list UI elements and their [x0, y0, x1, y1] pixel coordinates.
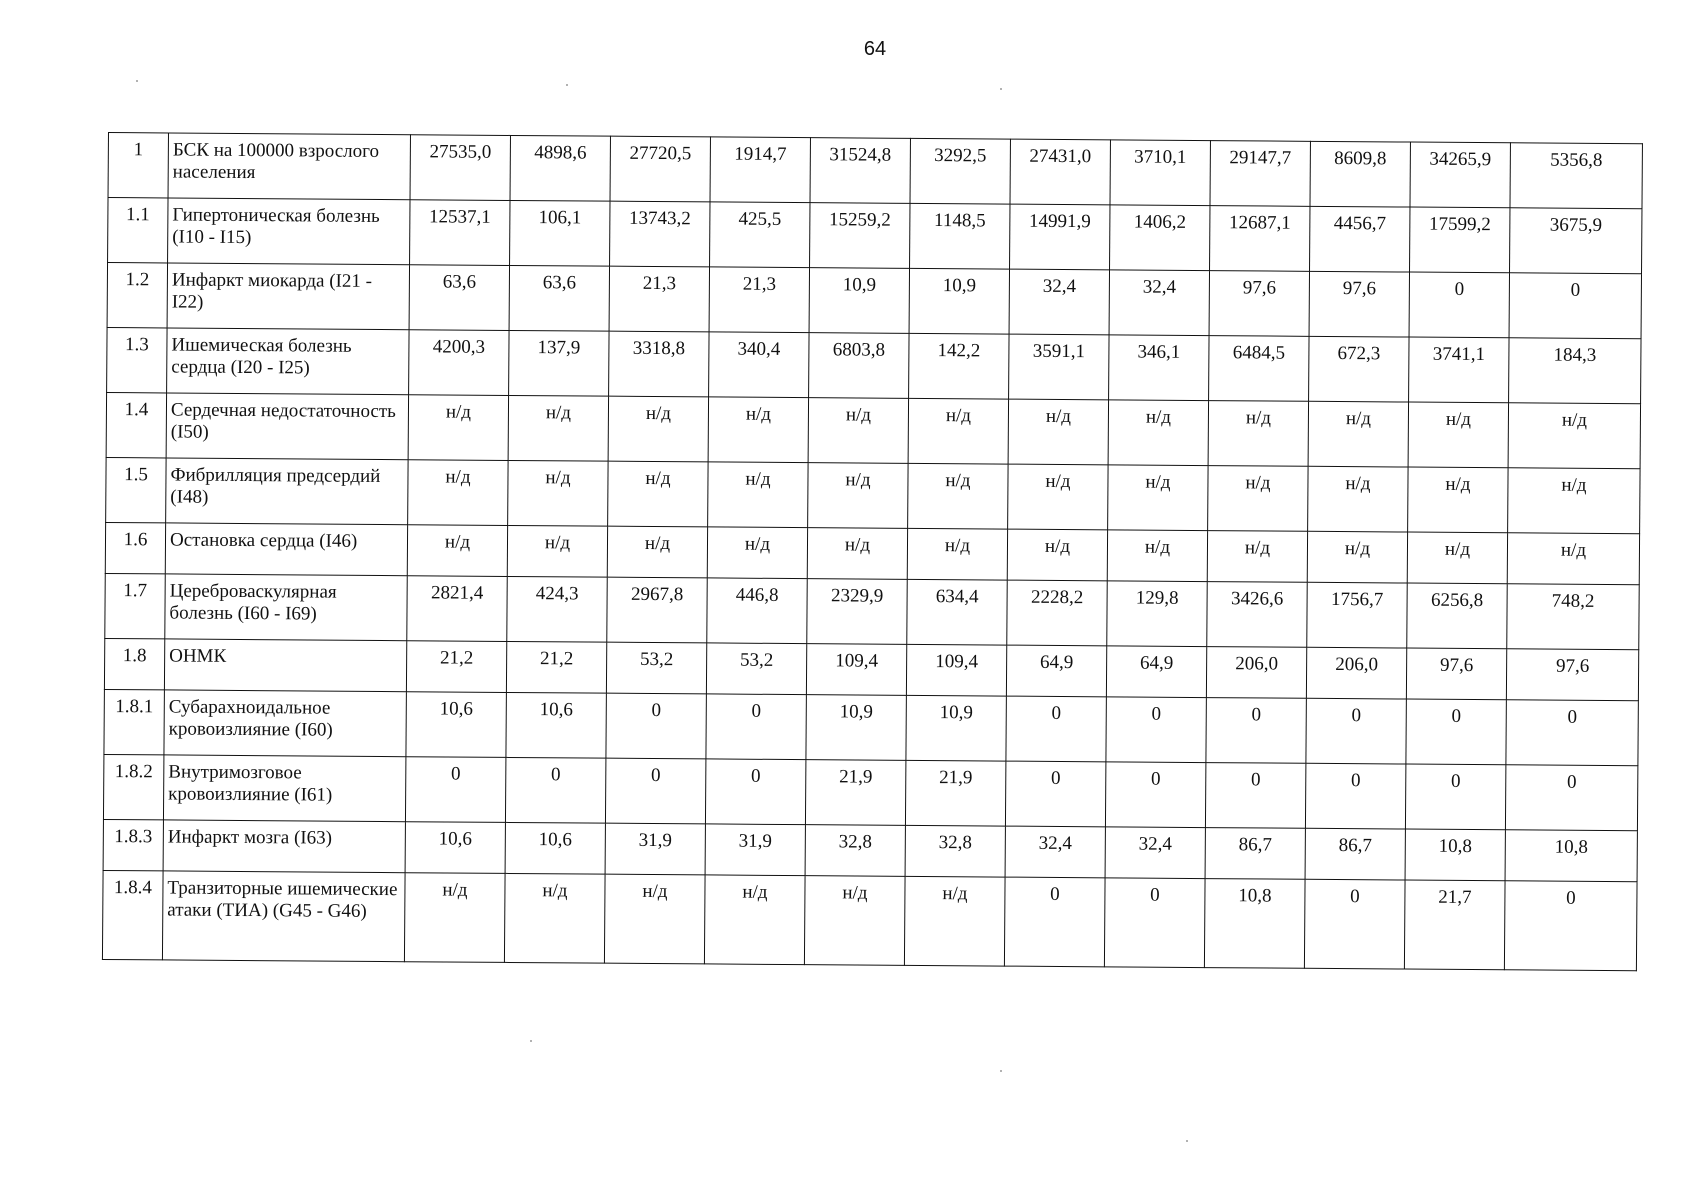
value-cell: н/д [608, 396, 708, 462]
value-cell: 13743,2 [610, 201, 710, 267]
value-cell: 10,9 [906, 695, 1006, 761]
value-cell: н/д [407, 525, 507, 577]
value-cell: 27535,0 [410, 135, 510, 201]
value-cell: 32,8 [805, 825, 905, 877]
value-cell: 3710,1 [1110, 140, 1210, 206]
value-cell: 32,4 [1009, 269, 1109, 335]
value-cell: 0 [1004, 877, 1105, 967]
row-number: 1.5 [106, 457, 166, 522]
value-cell: 53,2 [706, 643, 806, 695]
table-row [103, 754, 1637, 830]
value-cell: 1406,2 [1110, 205, 1210, 271]
value-cell: 10,8 [1405, 829, 1505, 881]
value-cell: н/д [1407, 532, 1507, 584]
indicator-name: Инфаркт мозга (I63) [163, 820, 405, 873]
value-cell: 97,6 [1406, 648, 1506, 700]
value-cell: 53,2 [606, 642, 706, 694]
value-cell: 12537,1 [410, 200, 510, 266]
value-cell: 3292,5 [910, 138, 1010, 204]
value-cell: 0 [1005, 761, 1105, 827]
value-cell: 21,2 [406, 641, 506, 693]
value-cell: 10,6 [406, 692, 506, 758]
row-number: 1.8.1 [104, 689, 164, 754]
value-cell: н/д [1208, 401, 1308, 467]
value-cell: 14991,9 [1010, 204, 1110, 270]
value-cell: н/д [1408, 467, 1508, 533]
indicator-name: БСК на 100000 взрослого населения [168, 133, 410, 200]
indicator-name: Внутримозговое кровоизлияние (I61) [163, 755, 405, 822]
value-cell: н/д [1208, 466, 1308, 532]
row-number: 1.2 [107, 263, 167, 328]
value-cell: 21,9 [905, 760, 1005, 826]
scan-speck [1186, 1140, 1188, 1142]
value-cell: 1148,5 [910, 203, 1010, 269]
value-cell: н/д [904, 876, 1005, 966]
row-number: 1.8.2 [103, 754, 163, 819]
value-cell: 32,4 [1109, 270, 1209, 336]
value-cell: 32,4 [1005, 826, 1105, 878]
value-cell: 3675,9 [1510, 208, 1642, 274]
value-cell: 31524,8 [810, 138, 910, 204]
value-cell: н/д [1308, 466, 1408, 532]
value-cell: 109,4 [906, 644, 1006, 696]
value-cell: 32,8 [905, 825, 1005, 877]
value-cell: 63,6 [409, 265, 509, 331]
value-cell: н/д [807, 528, 907, 580]
row-number: 1.4 [106, 392, 166, 457]
value-cell: 206,0 [1206, 647, 1306, 699]
value-cell: 0 [1006, 696, 1106, 762]
value-cell: 672,3 [1309, 336, 1409, 402]
value-cell: н/д [608, 461, 708, 527]
value-cell: 0 [606, 693, 706, 759]
value-cell: 10,6 [405, 822, 505, 874]
value-cell: н/д [507, 525, 607, 577]
value-cell: 0 [1104, 878, 1205, 968]
value-cell: 27720,5 [610, 136, 710, 202]
indicator-name: Остановка сердца (I46) [165, 523, 407, 576]
value-cell: 346,1 [1109, 335, 1209, 401]
value-cell: 425,5 [710, 202, 810, 268]
statistics-table [102, 132, 1643, 971]
table-sheet [102, 132, 1643, 971]
value-cell: 0 [1105, 762, 1205, 828]
value-cell: 6803,8 [809, 333, 909, 399]
value-cell: н/д [908, 463, 1008, 529]
value-cell: н/д [808, 398, 908, 464]
value-cell: н/д [1108, 465, 1208, 531]
value-cell: н/д [708, 397, 808, 463]
value-cell: 15259,2 [810, 203, 910, 269]
value-cell: 0 [1306, 698, 1406, 764]
value-cell: н/д [1008, 399, 1108, 465]
value-cell: 21,2 [506, 641, 606, 693]
value-cell: 0 [1206, 698, 1306, 764]
scan-speck [1000, 88, 1002, 90]
table-body [102, 133, 1642, 971]
value-cell: 0 [706, 694, 806, 760]
value-cell: 0 [1205, 763, 1305, 829]
value-cell: 10,8 [1505, 830, 1637, 882]
table-row [105, 573, 1639, 649]
value-cell: 3426,6 [1207, 582, 1307, 648]
value-cell: н/д [1408, 402, 1508, 468]
value-cell: 634,4 [907, 579, 1007, 645]
row-number: 1.6 [105, 522, 165, 573]
row-number: 1.7 [105, 573, 165, 638]
value-cell: н/д [907, 528, 1007, 580]
indicator-name: ОНМК [164, 639, 406, 692]
indicator-name: Ишемическая болезнь сердца (I20 - I25) [167, 328, 409, 395]
value-cell: 31,9 [605, 823, 705, 875]
value-cell: 64,9 [1106, 646, 1206, 698]
value-cell: 0 [605, 758, 705, 824]
value-cell: 2329,9 [807, 579, 907, 645]
table-row [104, 689, 1638, 765]
value-cell: 0 [405, 757, 505, 823]
value-cell: 340,4 [709, 332, 809, 398]
value-cell: 424,3 [507, 576, 607, 642]
value-cell: 86,7 [1205, 828, 1305, 880]
indicator-name: Фибрилляция предсердий (I48) [166, 458, 408, 525]
table-row [106, 457, 1640, 533]
value-cell: 748,2 [1507, 584, 1639, 650]
value-cell: 6484,5 [1209, 336, 1309, 402]
value-cell: н/д [1307, 531, 1407, 583]
value-cell: 21,9 [805, 760, 905, 826]
value-cell: 2967,8 [607, 577, 707, 643]
value-cell: н/д [704, 875, 805, 965]
value-cell: 0 [1504, 881, 1637, 971]
indicator-name: Транзиторные ишемические атаки (ТИА) (G45 - G46) [162, 871, 405, 962]
value-cell: н/д [707, 527, 807, 579]
indicator-name: Субарахноидальное кровоизлияние (I60) [164, 690, 406, 757]
value-cell: н/д [804, 876, 905, 966]
value-cell: 21,3 [609, 266, 709, 332]
value-cell: 63,6 [509, 265, 609, 331]
value-cell: 32,4 [1105, 827, 1205, 879]
value-cell: н/д [908, 398, 1008, 464]
value-cell: 10,6 [506, 692, 606, 758]
value-cell: 10,9 [809, 268, 909, 334]
value-cell: 10,8 [1204, 879, 1305, 969]
value-cell: 21,7 [1404, 880, 1505, 970]
value-cell: 27431,0 [1010, 139, 1110, 205]
value-cell: н/д [504, 873, 605, 963]
value-cell: 21,3 [709, 267, 809, 333]
value-cell: 31,9 [705, 824, 805, 876]
scan-speck [136, 80, 138, 82]
row-number: 1 [108, 133, 168, 198]
value-cell: н/д [1508, 468, 1640, 534]
table-row [108, 198, 1642, 274]
value-cell: н/д [508, 395, 608, 461]
value-cell: 0 [1409, 272, 1509, 338]
value-cell: 0 [705, 759, 805, 825]
value-cell: н/д [408, 395, 508, 461]
value-cell: 0 [1506, 700, 1638, 766]
indicator-name: Цереброваскулярная болезнь (I60 - I69) [165, 574, 407, 641]
value-cell: 29147,7 [1210, 141, 1310, 207]
value-cell: 137,9 [509, 330, 609, 396]
value-cell: 2821,4 [407, 576, 507, 642]
value-cell: 64,9 [1006, 645, 1106, 697]
value-cell: 206,0 [1306, 647, 1406, 699]
value-cell: 106,1 [510, 200, 610, 266]
value-cell: н/д [708, 462, 808, 528]
value-cell: 3591,1 [1009, 334, 1109, 400]
value-cell: 4200,3 [409, 330, 509, 396]
value-cell: 0 [1305, 763, 1405, 829]
table-row [108, 133, 1642, 209]
value-cell: 97,6 [1506, 649, 1638, 701]
value-cell: н/д [1207, 531, 1307, 583]
indicator-name: Инфаркт миокарда (I21 - I22) [167, 263, 409, 330]
value-cell: н/д [1107, 530, 1207, 582]
value-cell: 129,8 [1107, 581, 1207, 647]
value-cell: н/д [1508, 403, 1640, 469]
value-cell: 142,2 [909, 333, 1009, 399]
value-cell: 0 [1505, 765, 1637, 831]
value-cell: 184,3 [1509, 338, 1641, 404]
scan-speck [1000, 1070, 1002, 1072]
value-cell: н/д [607, 526, 707, 578]
value-cell: н/д [408, 460, 508, 526]
value-cell: 1756,7 [1307, 582, 1407, 648]
value-cell: н/д [404, 873, 505, 963]
value-cell: 10,9 [806, 695, 906, 761]
value-cell: 5356,8 [1510, 143, 1642, 209]
value-cell: 2228,2 [1007, 580, 1107, 646]
value-cell: 446,8 [707, 578, 807, 644]
value-cell: 3741,1 [1409, 337, 1509, 403]
row-number: 1.1 [108, 198, 168, 263]
value-cell: 4898,6 [510, 135, 610, 201]
value-cell: н/д [1308, 401, 1408, 467]
value-cell: 1914,7 [710, 137, 810, 203]
value-cell: 0 [1304, 879, 1405, 969]
row-number: 1.8.4 [102, 870, 163, 959]
row-number: 1.8 [104, 638, 164, 689]
value-cell: 8609,8 [1310, 141, 1410, 207]
row-number: 1.8.3 [103, 819, 163, 870]
scan-speck [566, 84, 568, 86]
value-cell: 34265,9 [1410, 142, 1510, 208]
value-cell: 10,9 [909, 268, 1009, 334]
value-cell: н/д [604, 874, 705, 964]
scan-speck [530, 1040, 532, 1042]
value-cell: 0 [1405, 764, 1505, 830]
value-cell: 97,6 [1209, 271, 1309, 337]
value-cell: 10,6 [505, 822, 605, 874]
table-row [107, 327, 1641, 403]
value-cell: 6256,8 [1407, 583, 1507, 649]
value-cell: 109,4 [806, 644, 906, 696]
value-cell: 0 [505, 757, 605, 823]
value-cell: н/д [1007, 529, 1107, 581]
indicator-name: Сердечная недостаточность (I50) [166, 393, 408, 460]
value-cell: н/д [1008, 464, 1108, 530]
value-cell: н/д [508, 460, 608, 526]
table-row [107, 263, 1641, 339]
page-number: 64 [863, 38, 887, 60]
value-cell: 4456,7 [1310, 206, 1410, 272]
value-cell: 0 [1509, 273, 1641, 339]
value-cell: 0 [1406, 699, 1506, 765]
value-cell: 0 [1106, 697, 1206, 763]
value-cell: н/д [1507, 533, 1639, 585]
value-cell: 86,7 [1305, 828, 1405, 880]
table-row [106, 392, 1640, 468]
value-cell: 17599,2 [1410, 207, 1510, 273]
value-cell: 12687,1 [1210, 206, 1310, 272]
table-row [102, 870, 1637, 970]
row-number: 1.3 [107, 327, 167, 392]
value-cell: 97,6 [1309, 271, 1409, 337]
value-cell: н/д [808, 463, 908, 529]
indicator-name: Гипертоническая болезнь (I10 - I15) [168, 198, 410, 265]
value-cell: н/д [1108, 400, 1208, 466]
value-cell: 3318,8 [609, 331, 709, 397]
